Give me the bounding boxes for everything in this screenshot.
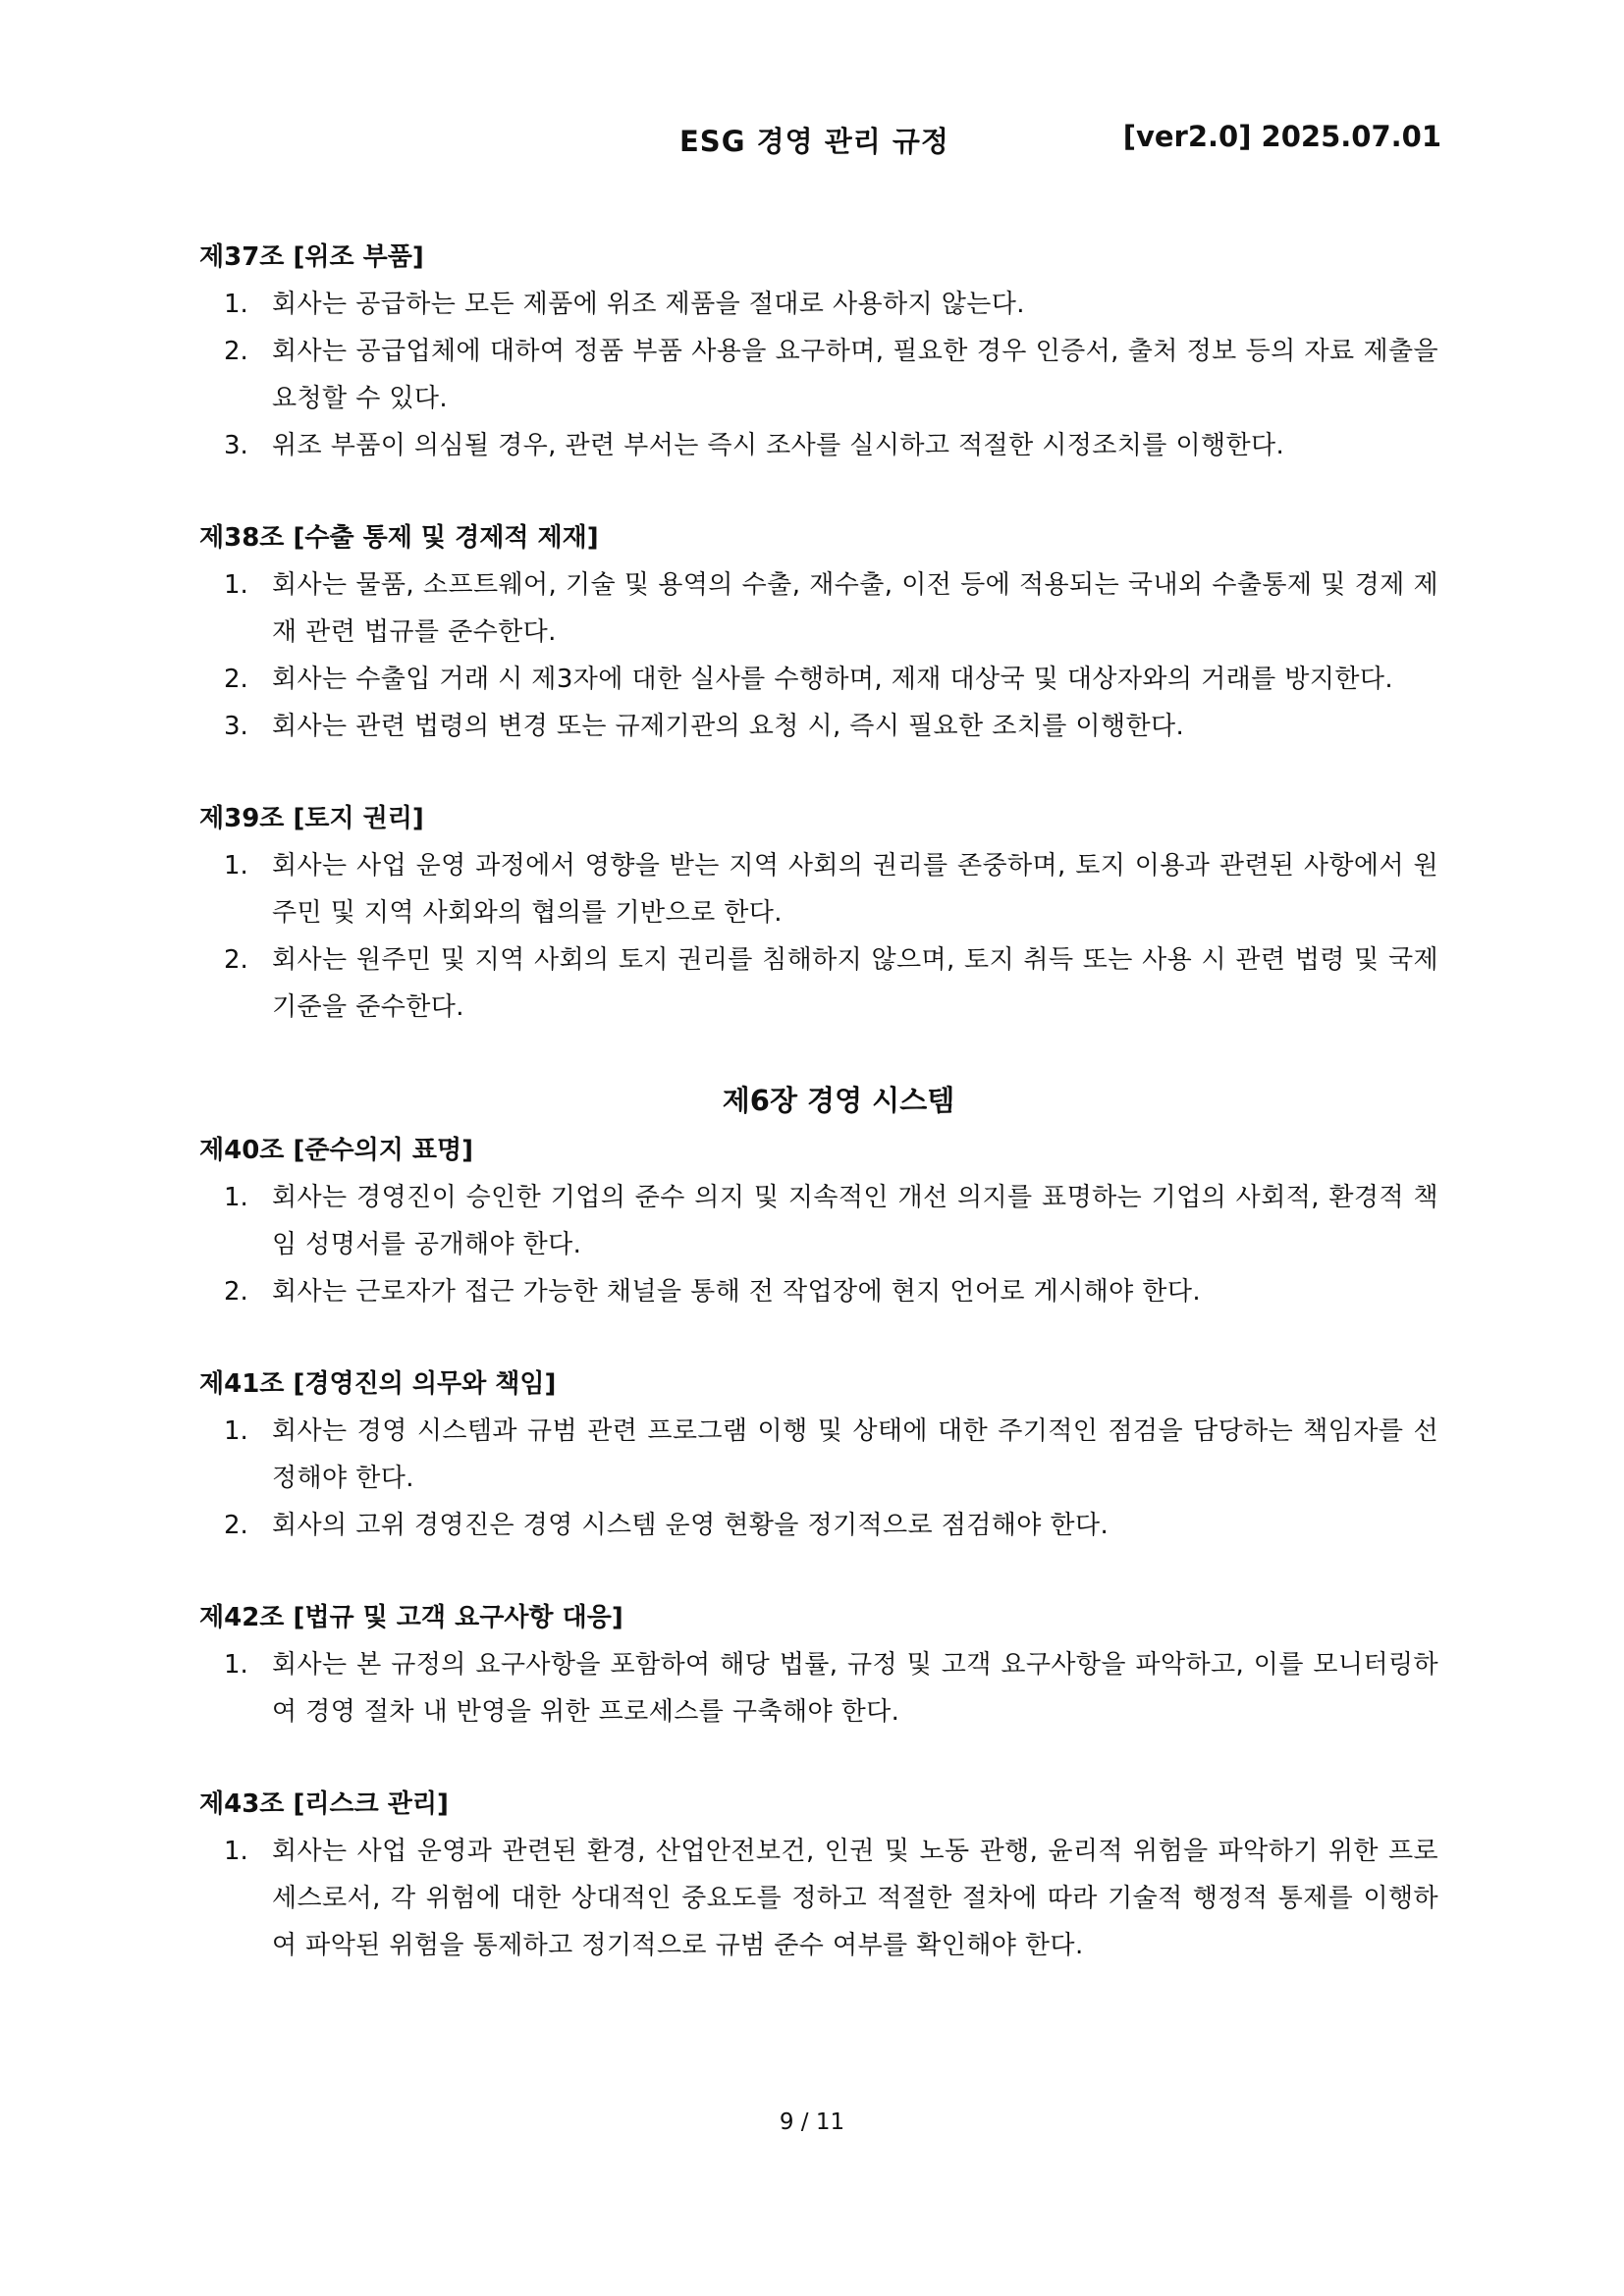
item-text: 회사는 공급하는 모든 제품에 위조 제품을 절대로 사용하지 않는다. <box>272 290 1025 319</box>
item-number: 2. <box>224 337 248 366</box>
article-39 <box>199 795 1438 1031</box>
item-text: 회사는 관련 법령의 변경 또는 규제기관의 요청 시, 즉시 필요한 조치를 이행한다. <box>272 712 1185 741</box>
article-title: 제39조 [토지 권리] <box>199 804 424 833</box>
article-41 <box>199 1361 1438 1549</box>
document-body <box>199 234 1438 2014</box>
list-item <box>199 1828 1438 1969</box>
list-item <box>199 561 1438 656</box>
list-item <box>199 281 1438 328</box>
item-number: 1. <box>224 1416 248 1446</box>
article-title: 제38조 [수출 통제 및 경제적 제재] <box>199 523 599 553</box>
list-item <box>199 328 1438 422</box>
item-number: 2. <box>224 1511 248 1540</box>
item-number: 1. <box>224 1183 248 1212</box>
document-version: [ver2.0] 2025.07.01 <box>1122 120 1441 153</box>
list-item <box>199 703 1438 750</box>
article-38 <box>199 514 1438 750</box>
article-title: 제37조 [위조 부품] <box>199 242 424 272</box>
item-text: 회사는 본 규정의 요구사항을 포함하여 해당 법률, 규정 및 고객 요구사항을 파악하고, 이를 모니터링하여 경영 절차 내 반영을 위한 프로세스를 구축해야 한다. <box>272 1650 1438 1727</box>
item-text: 회사는 사업 운영과 관련된 환경, 산업안전보건, 인권 및 노동 관행, 윤리적 위험을 파악하기 위한 프로세스로서, 각 위험에 대한 상대적인 중요도를 정하고 적절한 절차에 따라 기술적 행정적 통제를 이행하여 파악된 위험을 통제하고 정기적으로 규범 준수 여부를 확인해야 한다. <box>272 1837 1438 1960</box>
item-number: 1. <box>224 290 248 319</box>
article-title: 제41조 [경영진의 의무와 책임] <box>199 1369 557 1399</box>
list-item <box>199 422 1438 469</box>
article-42 <box>199 1594 1438 1735</box>
list-item <box>199 842 1438 936</box>
item-number: 2. <box>224 1277 248 1307</box>
list-item <box>199 1502 1438 1549</box>
item-text: 회사는 원주민 및 지역 사회의 토지 권리를 침해하지 않으며, 토지 취득 또는 사용 시 관련 법령 및 국제 기준을 준수한다. <box>272 945 1438 1022</box>
item-number: 2. <box>224 945 248 975</box>
item-text: 위조 부품이 의심될 경우, 관련 부서는 즉시 조사를 실시하고 적절한 시정조치를 이행한다. <box>272 431 1285 460</box>
item-text: 회사는 근로자가 접근 가능한 채널을 통해 전 작업장에 현지 언어로 게시해야 한다. <box>272 1277 1202 1307</box>
item-text: 회사는 수출입 거래 시 제3자에 대한 실사를 수행하며, 제재 대상국 및 대상자와의 거래를 방지한다. <box>272 665 1394 694</box>
list-item <box>199 1268 1438 1315</box>
item-number: 1. <box>224 851 248 881</box>
article-title: 제43조 [리스크 관리] <box>199 1789 449 1819</box>
item-number: 2. <box>224 665 248 694</box>
item-text: 회사는 경영 시스템과 규범 관련 프로그램 이행 및 상태에 대한 주기적인 점검을 담당하는 책임자를 선정해야 한다. <box>272 1416 1438 1493</box>
item-number: 3. <box>224 431 248 460</box>
item-text: 회사는 사업 운영 과정에서 영향을 받는 지역 사회의 권리를 존중하며, 토지 이용과 관련된 사항에서 원주민 및 지역 사회와의 협의를 기반으로 한다. <box>272 851 1438 928</box>
chapter-title: 제6장 경영 시스템 <box>722 1084 955 1117</box>
item-text: 회사는 공급업체에 대하여 정품 부품 사용을 요구하며, 필요한 경우 인증서, 출처 정보 등의 자료 제출을 요청할 수 있다. <box>272 337 1438 413</box>
page-number: 9 / 11 <box>779 2109 845 2135</box>
item-text: 회사는 경영진이 승인한 기업의 준수 의지 및 지속적인 개선 의지를 표명하는 기업의 사회적, 환경적 책임 성명서를 공개해야 한다. <box>272 1183 1438 1259</box>
item-number: 1. <box>224 570 248 600</box>
list-item <box>199 936 1438 1031</box>
item-number: 3. <box>224 712 248 741</box>
article-title: 제42조 [법규 및 고객 요구사항 대응] <box>199 1603 623 1632</box>
article-43 <box>199 1781 1438 1969</box>
list-item <box>199 656 1438 703</box>
item-number: 1. <box>224 1837 248 1866</box>
page-header <box>0 120 1624 169</box>
list-item <box>199 1408 1438 1502</box>
article-title: 제40조 [준수의지 표명] <box>199 1136 473 1165</box>
item-text: 회사의 고위 경영진은 경영 시스템 운영 현황을 정기적으로 점검해야 한다. <box>272 1511 1110 1540</box>
list-item <box>199 1174 1438 1268</box>
article-40 <box>199 1127 1438 1315</box>
list-item <box>199 1641 1438 1735</box>
item-text: 회사는 물품, 소프트웨어, 기술 및 용역의 수출, 재수출, 이전 등에 적용되는 국내외 수출통제 및 경제 제재 관련 법규를 준수한다. <box>272 570 1438 647</box>
article-37 <box>199 234 1438 469</box>
document-title: ESG 경영 관리 규정 <box>679 125 949 158</box>
item-number: 1. <box>224 1650 248 1680</box>
